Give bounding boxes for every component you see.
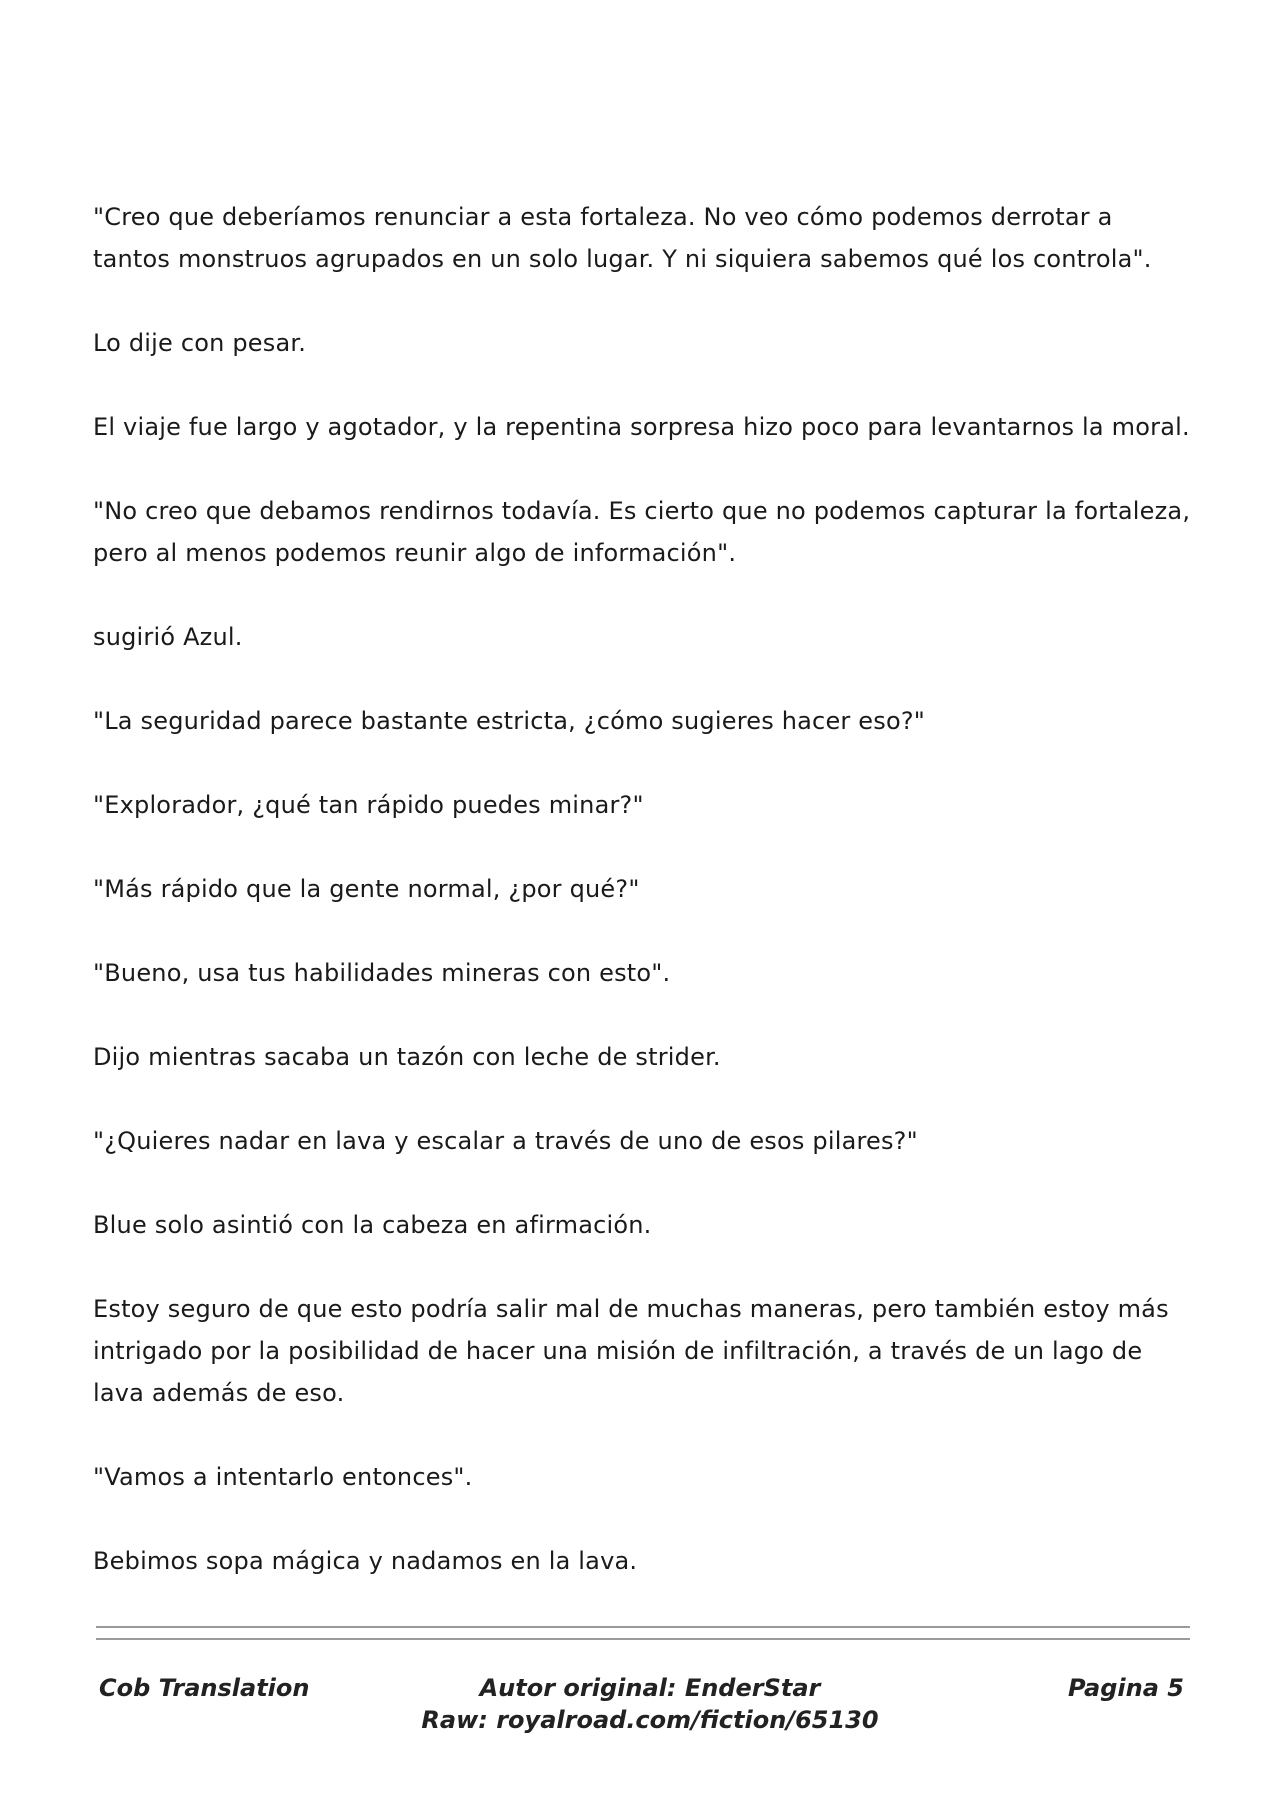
paragraph: "No creo que debamos rendirnos todavía. Es cierto que no podemos capturar la fortaleza, pero al menos podemos reunir algo de información". (93, 497, 1191, 567)
paragraph: Estoy seguro de que esto podría salir mal de muchas maneras, pero también estoy más intrigado por la posibilidad de hacer una misión de infiltración, a través de un lago de lava además de eso. (93, 1295, 1169, 1407)
paragraph: Blue solo asintió con la cabeza en afirmación. (93, 1211, 652, 1239)
paragraph: "Creo que deberíamos renunciar a esta fortaleza. No veo cómo podemos derrotar a tantos monstruos agrupados en un solo lugar. Y ni siquiera sabemos qué los controla". (93, 203, 1152, 273)
paragraph: El viaje fue largo y agotador, y la repentina sorpresa hizo poco para levantarnos la moral. (93, 413, 1190, 441)
paragraph: Lo dije con pesar. (93, 329, 307, 357)
footer-source: Raw: royalroad.com/fiction/65130 (421, 1706, 879, 1734)
paragraph: "Vamos a intentarlo entonces". (93, 1463, 473, 1491)
footer-translator: Cob Translation (99, 1674, 310, 1702)
paragraph: "Explorador, ¿qué tan rápido puedes minar?" (93, 791, 644, 819)
body-text (93, 196, 1193, 1624)
footer-author: Autor original: EnderStar (479, 1674, 821, 1702)
page-number: Pagina 5 (1068, 1674, 1184, 1702)
paragraph: "Bueno, usa tus habilidades mineras con esto". (93, 959, 671, 987)
paragraph: "¿Quieres nadar en lava y escalar a través de uno de esos pilares?" (93, 1127, 918, 1155)
footer-divider-top (96, 1626, 1190, 1628)
paragraph: sugirió Azul. (93, 623, 243, 651)
paragraph: Bebimos sopa mágica y nadamos en la lava. (93, 1547, 638, 1575)
footer-divider-bottom (96, 1638, 1190, 1640)
paragraph: "La seguridad parece bastante estricta, ¿cómo sugieres hacer eso?" (93, 707, 926, 735)
paragraph: "Más rápido que la gente normal, ¿por qué?" (93, 875, 640, 903)
footer-credits (340, 1672, 960, 1736)
paragraph: Dijo mientras sacaba un tazón con leche de strider. (93, 1043, 721, 1071)
